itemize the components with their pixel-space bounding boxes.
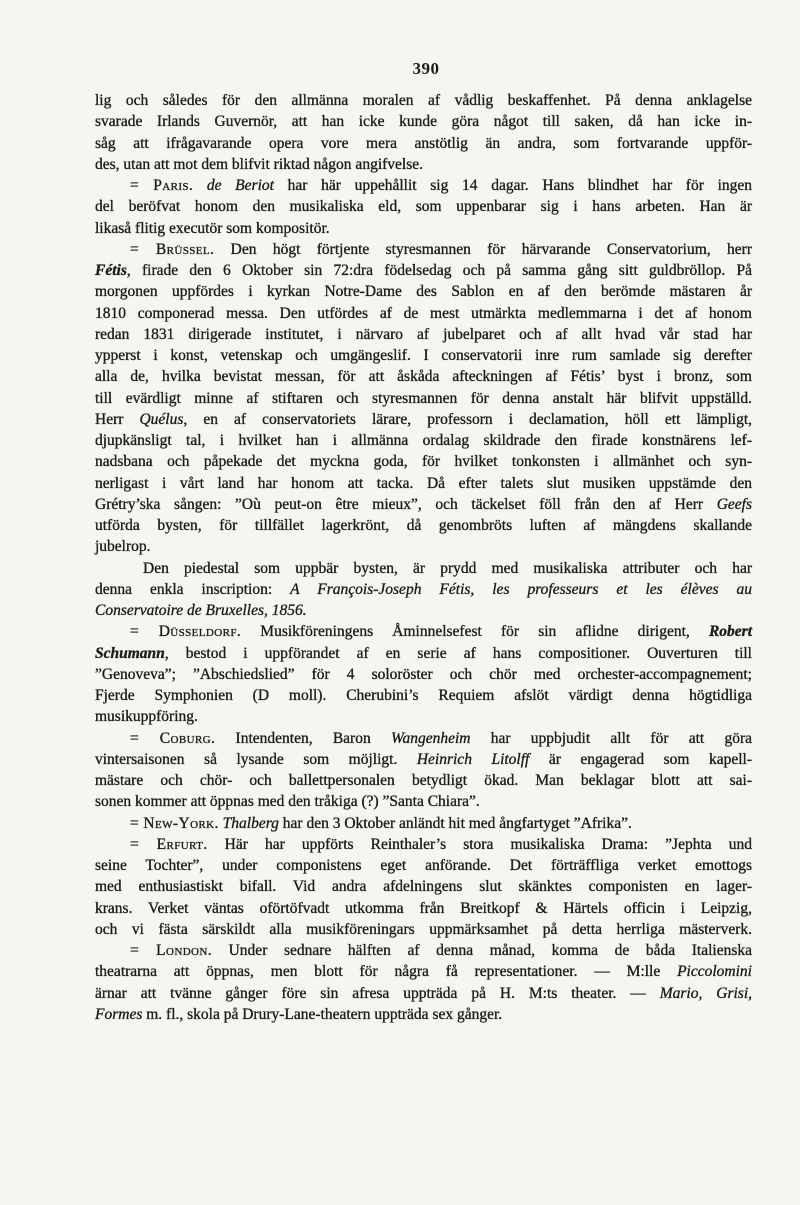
text-line <box>95 175 752 196</box>
text-line: lig och således för den allmänna moralen af vådlig beskaffenhet. På denna anklagelse <box>95 92 752 109</box>
text-line <box>95 409 752 430</box>
text-span: Under sednare hälften af denna månad, komma de båda Italienska <box>212 942 752 959</box>
text-span: Här har uppförts Reinthaler’s stora musikaliska Drama: ”Jephta und <box>207 835 752 853</box>
text-span: denna enkla inscription: <box>95 580 291 598</box>
bold-italic-name: Robert <box>708 623 752 641</box>
text-block <box>95 90 752 1025</box>
text-line <box>95 813 752 834</box>
text-span: m. fl., skola på Drury-Lane-theatern uppträda sex gånger. <box>142 1005 503 1023</box>
text-span: Intendenten, Baron <box>215 729 391 747</box>
text-line: musikuppföring. <box>95 708 198 726</box>
text-line: ypperst i konst, vetenskap och umgängeslif. I conservatorii inre rum samlade sig derefter <box>95 347 752 364</box>
text-line: djupkänsligt tal, i hvilket han i allmänna ordalag skildrade den firade konstnärens lef- <box>95 432 752 449</box>
text-line: svarade Irlands Guvernör, att han icke kunde göra något till saken, då han icke in- <box>95 113 752 131</box>
text-span: har uppbjudit allt för att göra <box>470 729 753 747</box>
text-span: Herr <box>95 410 140 428</box>
text-span: har den 3 Oktober anländt hit med ångfartyget ”Afrika”. <box>278 814 632 832</box>
text-line <box>95 728 752 749</box>
bold-italic-name: Fétis <box>95 262 127 279</box>
place-heading: = Erfurt. <box>130 835 208 853</box>
place-heading: = Brüssel. <box>130 240 215 258</box>
text-line: utförda bysten, för tillfället lagerkrönt, då genombröts luften af mängdens skallande <box>95 517 752 534</box>
text-line: nerligast i vårt land har honom att tacka. Då efter talets slut musiken uppstämde den <box>95 474 752 492</box>
text-line: med enthusiastiskt bifall. Vid andra afdelningens slut skänktes componisten en lager- <box>95 878 752 896</box>
text-line <box>95 834 752 855</box>
place-heading: = Düsseldorf. <box>130 623 242 641</box>
place-heading: = Coburg. <box>130 729 216 747</box>
text-line: nadsbana och påpekade det myckna goda, för hvilket tonkonsten i allmänhet och syn- <box>95 453 752 471</box>
italic-name: de Beriot <box>193 177 274 194</box>
text-line: del beröfvat honom den musikaliska eld, som uppenbarar sig i hans arbeten. Han är <box>95 198 752 216</box>
text-line: Fjerde Symphonien (D moll). Cherubini’s Requiem afslöt värdigt denna högtidliga <box>95 687 752 704</box>
text-line: alla de, hvilka bevistat messan, för att åskåda afteckningen af Fétis’ byst i bronz, som <box>95 368 752 386</box>
italic-name: Formes <box>95 1005 143 1023</box>
text-line <box>95 983 752 1004</box>
place-heading: = Paris. <box>130 177 194 194</box>
text-span: theatrarna att öppnas, men blott för några få representationer. — M:lle <box>95 963 678 981</box>
text-span: Den högt förtjente styresmannen för härvarande Conservatorium, herr <box>214 240 752 258</box>
page-number: 390 <box>412 59 440 78</box>
text-line <box>95 749 752 770</box>
text-line: des, utan att mot dem blifvit riktad någon angifvelse. <box>95 155 424 173</box>
text-line: till evärdligt minne af stiftaren och styresmannen för denna anstalt här blifvit uppställd. <box>95 389 752 407</box>
text-span: , firade den 6 Oktober sin 72:dra födelsedag och på samma gång sitt guldbröllop. På <box>126 262 752 279</box>
text-span: vintersaisonen så lysande som möjligt. <box>95 750 417 768</box>
place-heading: = New-York. <box>130 814 219 832</box>
text-span: , bestod i uppförandet af en serie af hans compositioner. Ouverturen till <box>164 644 752 662</box>
text-line <box>95 579 752 600</box>
text-line <box>95 494 752 515</box>
text-span: har här uppehållit sig 14 dagar. Hans blindhet har för ingen <box>273 177 753 194</box>
text-line: mästare och chör- och ballettpersonalen betydligt ökad. Man beklagar blott att sai- <box>95 772 752 789</box>
text-line: redan 1831 dirigerade institutet, i närvaro af jubelparet och af allt hvad vår stad har <box>95 325 752 343</box>
text-line <box>95 940 752 961</box>
text-span: , en af conservatoriets lärare, professorn i declamation, höll ett lämpligt, <box>183 410 752 428</box>
italic-name: Mario, Grisi, <box>659 984 752 1002</box>
text-line: krans. Verket väntas oförtöfvadt utkomma från Breitkopf & Härtels officin i Leipzig, <box>95 899 752 917</box>
italic-name: Wangenheim <box>390 729 471 747</box>
italic-name: Piccolomini <box>677 963 752 981</box>
text-line: likaså flitig executör som kompositör. <box>95 219 330 237</box>
text-line: ”Genoveva”; ”Abschiedslied” för 4 soloröster och chör med orchester-accompagnement; <box>95 665 752 683</box>
text-line <box>95 621 752 642</box>
text-line: morgonen uppfördes i kyrkan Notre-Dame des Sablon en af den berömde mästaren år <box>95 283 752 301</box>
text-line: såg att ifrågavarande opera vore mera anstötlig än andra, som fortvarande uppför- <box>95 134 752 152</box>
text-span: Musikföreningens Åminnelsefest för sin aflidne dirigent, <box>241 623 709 641</box>
text-line: sonen kommer att öppnas med den tråkiga (?) ”Santa Chiara”. <box>95 793 480 811</box>
italic-inscription: Conservatoire de Bruxelles, 1856. <box>95 602 307 619</box>
text-span: Grétry’ska sången: ”Où peut-on être mieux”, och täckelset föll från den af Herr <box>95 495 717 513</box>
text-span: är engagerad som kapell- <box>529 750 752 768</box>
text-line <box>95 961 752 982</box>
text-line <box>95 260 752 281</box>
text-line: 1810 componerad messa. Den utfördes af de mest utmärkta medlemmarna i det af honom <box>95 304 752 322</box>
italic-name: Geefs <box>716 495 752 513</box>
text-line <box>95 1004 752 1025</box>
bold-italic-name: Schumann <box>95 644 165 662</box>
text-line: och vi fästa särskildt alla musikföreningars uppmärksamhet på detta herrliga mästerverk. <box>95 920 752 938</box>
text-line <box>95 643 752 664</box>
text-span: ärnar att tvänne gånger före sin afresa uppträda på H. M:ts theater. — <box>95 984 660 1002</box>
italic-name: Quélus <box>139 410 184 428</box>
place-heading: = London. <box>130 942 213 959</box>
text-line: jubelrop. <box>95 538 151 556</box>
text-line: Den piedestal som uppbär bysten, är prydd med musikaliska attributer och har <box>143 559 752 577</box>
italic-name: Heinrich Litolff <box>416 750 530 768</box>
text-line: seine Tochter”, under componistens eget anförande. Det förträffliga verket emottogs <box>95 857 752 874</box>
italic-name: Thalberg <box>218 814 279 832</box>
text-line <box>95 239 752 260</box>
italic-inscription: A François-Joseph Fétis, les professeurs et les élèves au <box>290 580 752 598</box>
